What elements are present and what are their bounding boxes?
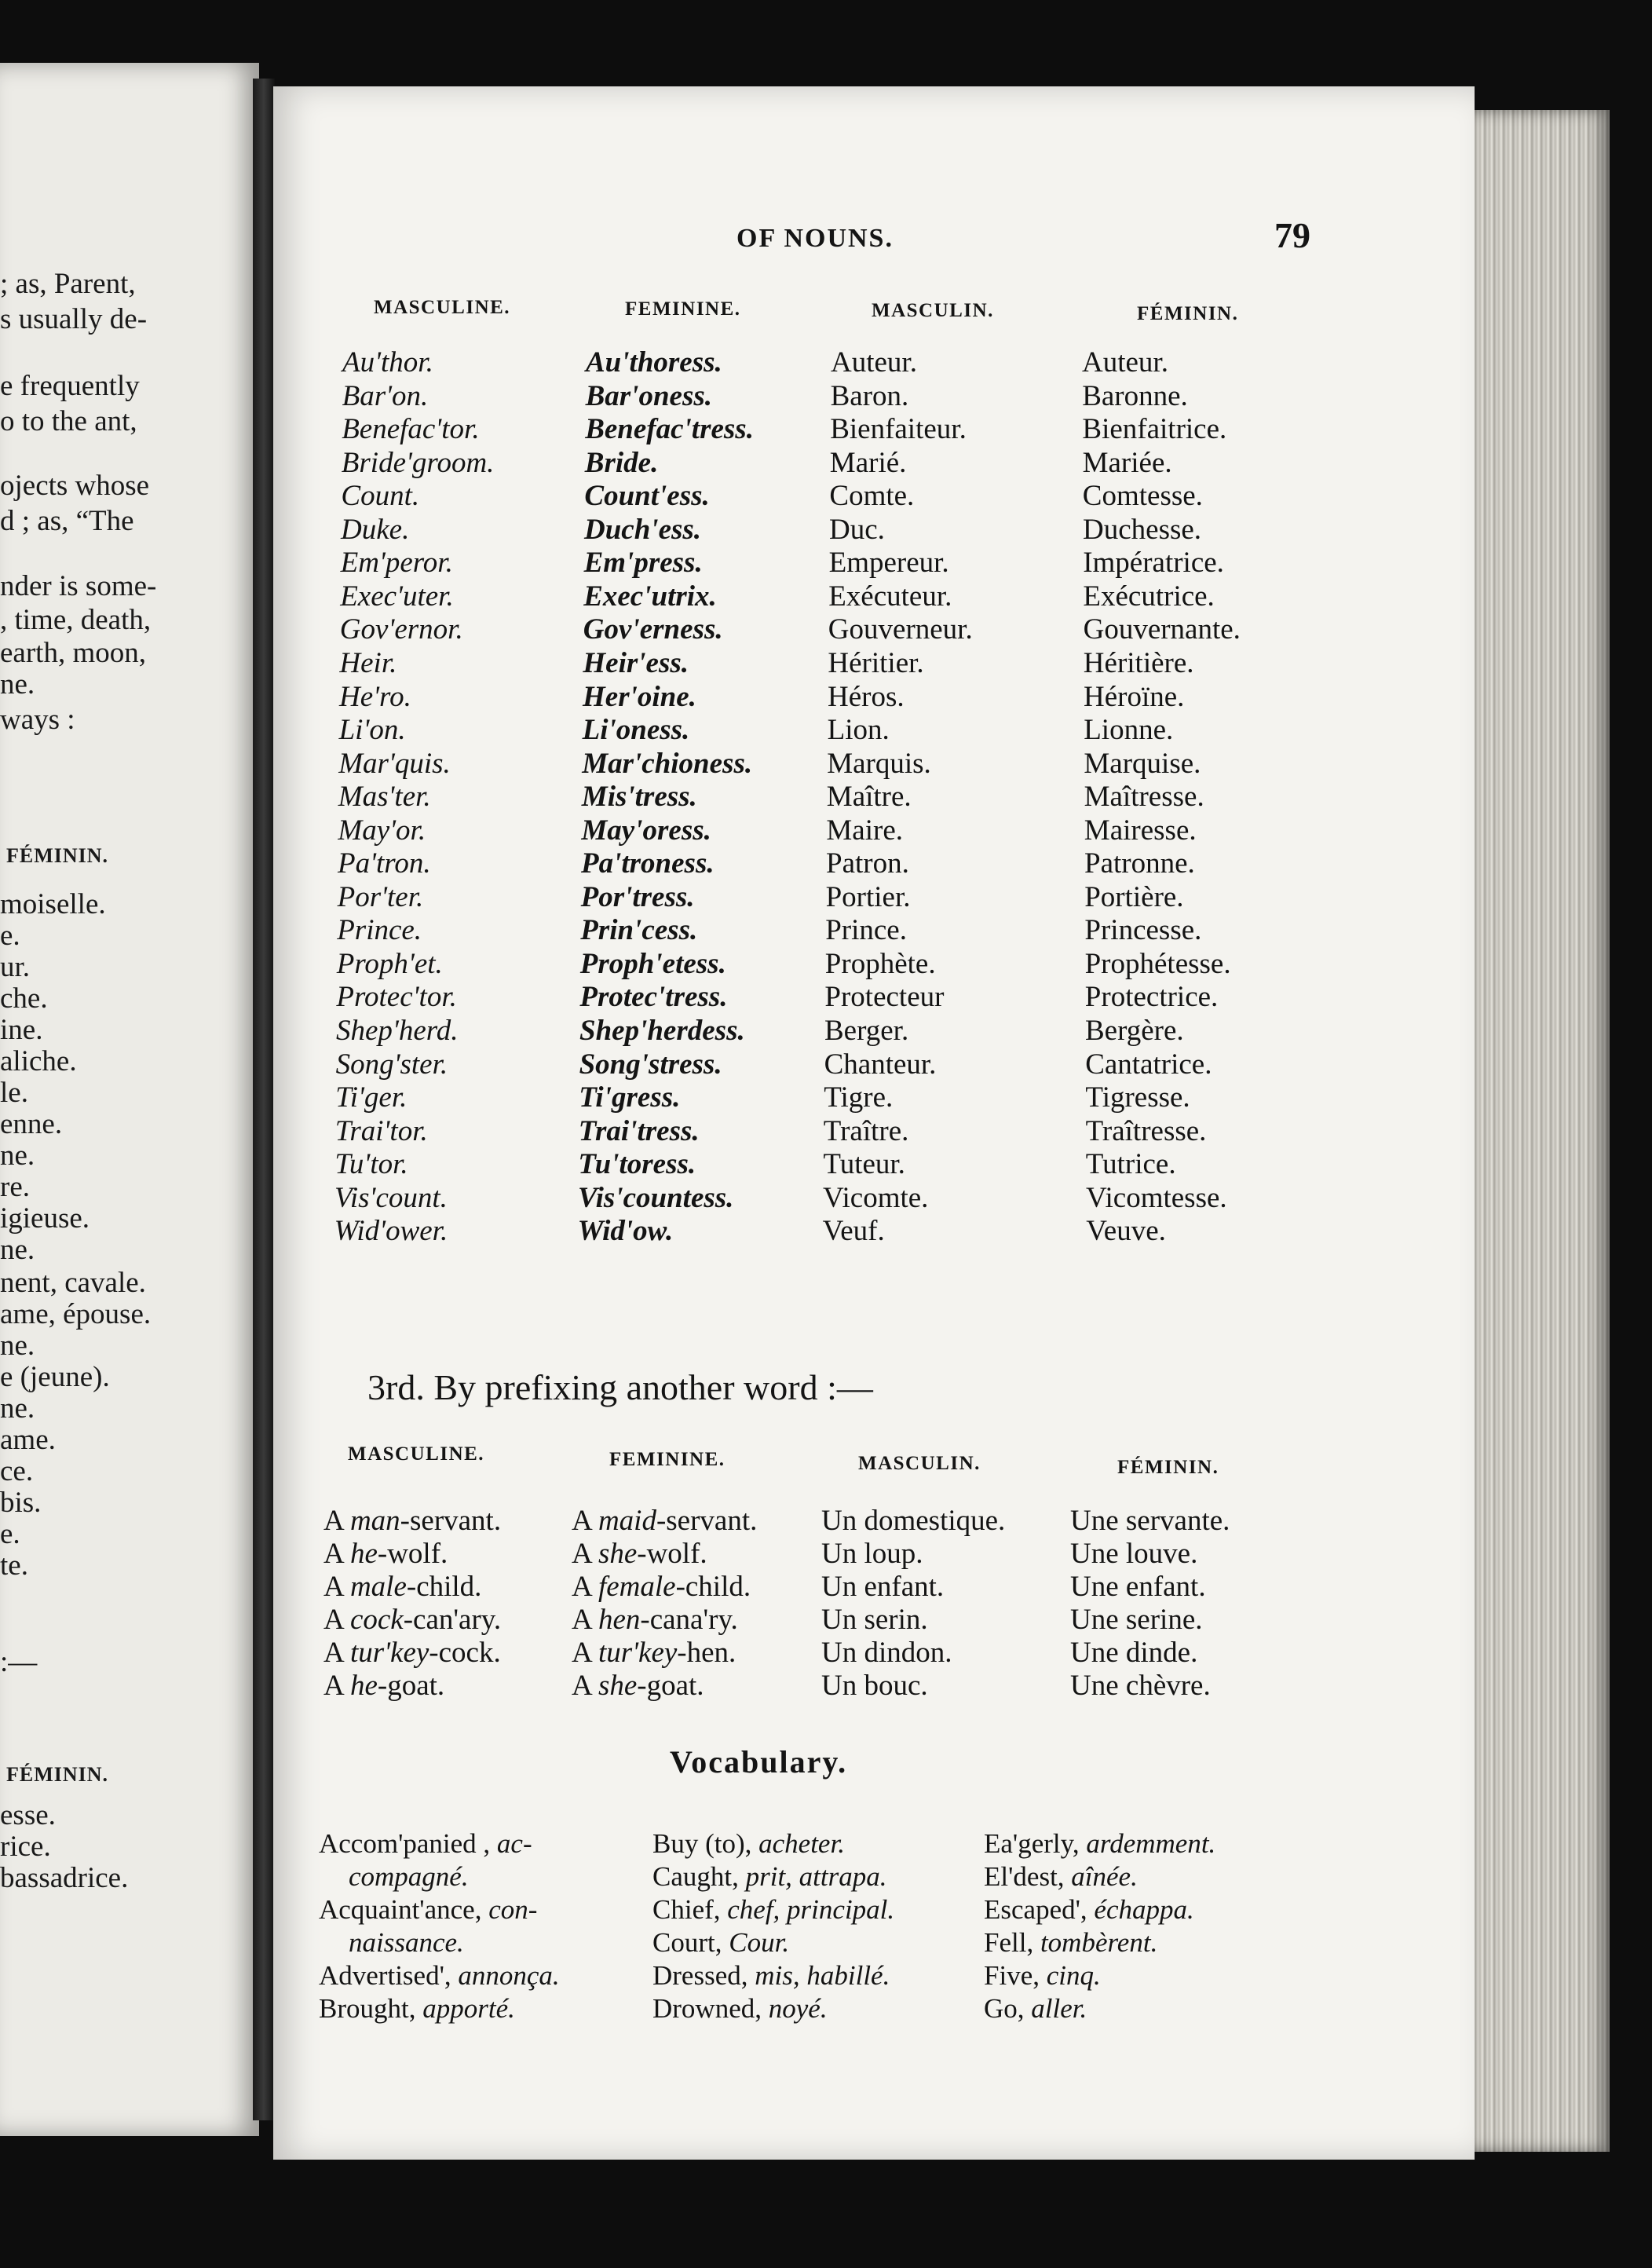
vocab-english: Accom'panied , (319, 1828, 491, 1859)
left-page-line: ame. (0, 1424, 56, 1456)
feminin-word: Portière. (1084, 880, 1184, 913)
masculine-word: Protec'tor. (336, 981, 457, 1014)
vocab-entry (984, 1828, 1215, 1860)
masculine-word: Duke. (341, 513, 410, 546)
left-page-line: ways : (0, 704, 75, 736)
masculin-phrase: Un dindon. (821, 1637, 952, 1669)
table-row (273, 1669, 1475, 1702)
left-page-line: ne. (0, 1392, 35, 1425)
feminine-prefix: hen (598, 1604, 641, 1636)
left-page (0, 63, 259, 2136)
feminin-word: Exécutrice. (1083, 580, 1215, 613)
table-row (273, 412, 1475, 445)
feminine-word: Por'tress. (580, 880, 695, 913)
vocab-french: prit, attrapa. (738, 1861, 887, 1892)
vocab-english: Acquaint'ance, (319, 1894, 482, 1925)
vocab-french: naissance. (349, 1927, 464, 1958)
feminin-word: Traîtresse. (1085, 1114, 1207, 1147)
masculine-word: Mas'ter. (338, 781, 431, 814)
masculine-word: Em'peror. (340, 547, 453, 580)
table2-header-masculin: MASCULIN. (858, 1453, 981, 1474)
feminine-prefix: tur'key (598, 1637, 678, 1669)
feminin-phrase: Une enfant. (1070, 1571, 1206, 1603)
left-page-line: ine. (0, 1014, 43, 1046)
masculin-word: Berger. (824, 1015, 909, 1047)
vocab-english: Chief, (652, 1894, 721, 1925)
feminin-word: Gouvernante. (1083, 613, 1241, 646)
feminin-word: Auteur. (1082, 346, 1168, 379)
table-row (273, 980, 1475, 1013)
feminine-prefix: she (598, 1670, 638, 1702)
left-page-line: nder is some- (0, 570, 157, 602)
masculine-prefix: male (349, 1571, 407, 1603)
vocab-entry (652, 1861, 887, 1893)
table1-header-masculine: MASCULINE. (374, 297, 511, 318)
left-page-line: bassadrice. (0, 1862, 129, 1894)
feminin-word: Maîtresse. (1084, 781, 1204, 814)
masculine-phrase: A cock-can'ary. (323, 1604, 502, 1636)
feminine-word: Her'oine. (583, 680, 696, 713)
left-page-line: , time, death, (0, 604, 152, 636)
feminin-word: Baronne. (1082, 379, 1188, 412)
table-row (273, 1214, 1475, 1247)
masculin-word: Prince. (825, 914, 907, 947)
left-page-line: e frequently (0, 370, 140, 402)
vocab-french: cinq. (1039, 1960, 1101, 1991)
left-page-line: ne. (0, 668, 35, 701)
feminine-word: Protec'tress. (579, 981, 728, 1014)
feminin-word: Mariée. (1082, 446, 1172, 479)
vocab-english: Drowned, (652, 1993, 762, 2024)
left-page-line: ame, épouse. (0, 1298, 152, 1330)
masculin-word: Chanteur. (824, 1048, 937, 1081)
masculine-word: Mar'quis. (338, 747, 451, 780)
masculin-word: Héritier. (828, 646, 924, 679)
masculine-phrase: A tur'key-cock. (323, 1637, 501, 1669)
running-head: OF NOUNS. (736, 224, 894, 253)
left-page-line: e. (0, 920, 20, 952)
masculin-phrase: Un bouc. (821, 1670, 928, 1702)
masculine-word: He'ro. (339, 680, 411, 713)
feminine-word: Mis'tress. (581, 781, 697, 814)
left-page-line: enne. (0, 1108, 63, 1140)
masculin-word: Bienfaiteur. (830, 413, 967, 446)
feminine-word: Trai'tress. (578, 1114, 700, 1147)
feminine-word: Em'press. (583, 547, 703, 580)
masculin-word: Protecteur (824, 981, 945, 1014)
table-row (273, 513, 1475, 546)
feminine-word: Bar'oness. (585, 379, 712, 412)
feminine-word: Proph'etess. (579, 947, 726, 980)
vocab-english: Court, (652, 1927, 722, 1958)
masculin-phrase: Un serin. (821, 1604, 928, 1636)
left-page-line: earth, moon, (0, 637, 146, 669)
feminine-word: Mar'chioness. (582, 747, 753, 780)
table1-header-masculin: MASCULIN. (872, 300, 994, 321)
left-page-line: ne. (0, 1234, 35, 1266)
feminine-word: Tu'toress. (578, 1148, 696, 1181)
vocab-entry (349, 1927, 464, 1959)
vocab-french: con- (481, 1894, 538, 1925)
feminin-word: Cantatrice. (1085, 1048, 1212, 1081)
masculine-word: Pa'tron. (338, 847, 431, 880)
vocab-english: Advertised', (319, 1960, 451, 1991)
left-page-line: ojects whose (0, 470, 150, 502)
feminin-word: Patronne. (1084, 847, 1195, 880)
table-row (273, 913, 1475, 946)
vocab-french: mis, habillé. (747, 1960, 890, 1991)
feminine-word: Pa'troness. (581, 847, 715, 880)
vocab-french: noyé. (762, 1993, 828, 2024)
masculine-word: Vis'count. (334, 1181, 448, 1214)
table-row (273, 1603, 1475, 1636)
masculin-word: Gouverneur. (828, 613, 973, 646)
vocab-entry (984, 1993, 1087, 2025)
masculine-phrase: A male-child. (323, 1571, 482, 1603)
vocab-french: échappa. (1087, 1894, 1194, 1925)
masculin-word: Marié. (829, 446, 907, 479)
masculine-prefix: cock (349, 1604, 404, 1636)
table-row (273, 646, 1475, 679)
left-page-line: te. (0, 1549, 28, 1582)
masculine-word: Benefac'tor. (342, 413, 480, 446)
vocab-french: annonça. (451, 1960, 560, 1991)
masculine-word: Exec'uter. (340, 580, 454, 613)
feminin-word: Prophétesse. (1084, 947, 1231, 980)
masculine-prefix: he (349, 1670, 378, 1702)
left-page-line: ne. (0, 1139, 35, 1172)
feminin-word: Bienfaitrice. (1082, 413, 1227, 446)
feminin-phrase: Une serine. (1070, 1604, 1203, 1636)
vocab-entry (319, 1894, 537, 1926)
left-page-line: ne. (0, 1330, 35, 1362)
table-row (273, 747, 1475, 780)
vocab-french: aller. (1024, 1993, 1087, 2024)
left-page-line: nent, cavale. (0, 1267, 146, 1299)
feminine-word: Prin'cess. (580, 914, 698, 947)
feminin-word: Héritière. (1083, 646, 1194, 679)
masculine-word: Count. (341, 480, 420, 513)
masculin-word: Traître. (823, 1114, 909, 1147)
masculin-word: Patron. (826, 847, 909, 880)
vocab-english: Ea'gerly, (984, 1828, 1080, 1859)
left-page-line: moiselle. (0, 888, 106, 920)
table-row (273, 446, 1475, 479)
feminine-phrase: A maid-servant. (572, 1505, 758, 1537)
table1-header-feminine: FEMININE. (625, 298, 741, 320)
masculine-phrase: A he-wolf. (323, 1538, 448, 1570)
left-page-line: d ; as, “The (0, 505, 134, 537)
masculin-word: Auteur. (831, 346, 917, 379)
left-page-line: rice. (0, 1831, 51, 1863)
table-row (273, 613, 1475, 646)
feminin-word: Vicomtesse. (1086, 1181, 1227, 1214)
table-row (273, 346, 1475, 379)
vocab-english: Five, (984, 1960, 1040, 1991)
left-page-line: FÉMININ. (6, 844, 109, 867)
feminin-word: Marquise. (1084, 747, 1201, 780)
feminine-word: Li'oness. (582, 714, 690, 747)
vocab-english: El'dest, (984, 1861, 1065, 1892)
left-page-line: igieuse. (0, 1202, 90, 1235)
feminine-word: Exec'utrix. (583, 580, 717, 613)
table-row (273, 479, 1475, 512)
table-row (273, 947, 1475, 980)
masculine-word: Tu'tor. (334, 1148, 408, 1181)
feminine-word: Gov'erness. (583, 613, 723, 646)
masculine-word: Por'ter. (337, 880, 424, 913)
masculine-word: Shep'herd. (336, 1015, 459, 1047)
masculine-word: Ti'ger. (335, 1081, 408, 1114)
vocab-entry (319, 1993, 515, 2025)
table2-header-feminine: FEMININE. (609, 1449, 725, 1470)
masculin-word: Maître. (826, 781, 912, 814)
masculine-prefix: he (349, 1538, 378, 1570)
left-page-line: bis. (0, 1487, 42, 1519)
table2-header-masculine: MASCULINE. (348, 1443, 485, 1465)
vocab-entry (984, 1927, 1157, 1959)
vocab-french: ac- (490, 1828, 532, 1859)
table-row (273, 1537, 1475, 1570)
left-page-line: o to the ant, (0, 405, 137, 437)
masculine-word: Trai'tor. (334, 1114, 428, 1147)
vocab-entry (984, 1960, 1101, 1992)
vocab-entry (652, 1828, 845, 1860)
vocab-french: Cour. (722, 1927, 790, 1958)
masculine-word: Bride'groom. (341, 446, 495, 479)
vocab-french: aînée. (1064, 1861, 1138, 1892)
table-row (273, 880, 1475, 913)
feminin-word: Protectrice. (1084, 981, 1219, 1014)
feminin-phrase: Une chèvre. (1070, 1670, 1211, 1702)
vocab-entry (319, 1960, 560, 1992)
feminine-word: Duch'ess. (584, 513, 702, 546)
masculin-word: Empereur. (828, 547, 949, 580)
masculin-word: Veuf. (822, 1215, 885, 1248)
feminine-word: Wid'ow. (577, 1215, 674, 1248)
table-row (273, 580, 1475, 613)
feminin-word: Princesse. (1084, 914, 1202, 947)
vocab-english: Dressed, (652, 1960, 748, 1991)
masculine-word: Bar'on. (342, 379, 429, 412)
vocab-entry (652, 1960, 890, 1992)
feminine-word: Au'thoress. (586, 346, 722, 379)
vocab-french: compagné. (349, 1861, 469, 1892)
vocab-english: Escaped', (984, 1894, 1087, 1925)
table-row (273, 379, 1475, 412)
table-row (273, 1570, 1475, 1603)
vocab-entry (652, 1993, 828, 2025)
masculine-word: Li'on. (338, 714, 406, 747)
masculin-phrase: Un enfant. (821, 1571, 945, 1603)
vocab-english: Brought, (319, 1993, 416, 2024)
feminine-word: Bride. (584, 446, 659, 479)
masculin-word: Exécuteur. (828, 580, 952, 613)
section3-title: 3rd. By prefixing another word :— (367, 1367, 873, 1407)
table-row (273, 1504, 1475, 1537)
feminin-word: Héroïne. (1084, 680, 1185, 713)
table1-header-feminin: FÉMININ. (1137, 303, 1239, 324)
feminine-prefix: she (598, 1538, 638, 1570)
table-row (273, 1114, 1475, 1147)
feminine-word: Vis'countess. (578, 1181, 734, 1214)
vocabulary-title: Vocabulary. (670, 1744, 848, 1780)
table-row (273, 1636, 1475, 1669)
feminin-word: Impératrice. (1083, 547, 1224, 580)
left-page-line: aliche. (0, 1045, 77, 1077)
masculin-word: Tigre. (824, 1081, 894, 1114)
feminine-prefix: maid (598, 1505, 656, 1537)
feminine-phrase: A female-child. (572, 1571, 751, 1603)
left-page-line: ce. (0, 1455, 34, 1487)
table2-header-feminin: FÉMININ. (1117, 1457, 1219, 1478)
book-gutter (253, 79, 275, 2120)
feminin-phrase: Une dinde. (1070, 1637, 1198, 1669)
left-page-line: e. (0, 1518, 20, 1550)
feminin-word: Tutrice. (1085, 1148, 1176, 1181)
feminine-word: Benefac'tress. (585, 413, 754, 446)
table-row (273, 1147, 1475, 1180)
vocab-french: ardemment. (1079, 1828, 1216, 1859)
feminine-word: Heir'ess. (583, 646, 689, 679)
page-edges (1468, 110, 1610, 2152)
feminin-word: Mairesse. (1084, 814, 1197, 847)
left-page-line: FÉMININ. (6, 1763, 109, 1786)
masculin-word: Prophète. (824, 947, 936, 980)
feminine-word: May'oress. (581, 814, 711, 847)
table-row (273, 1181, 1475, 1214)
masculine-phrase: A man-servant. (323, 1505, 502, 1537)
left-page-line: le. (0, 1077, 28, 1109)
masculin-word: Tuteur. (823, 1148, 905, 1181)
masculine-word: Prince. (337, 914, 422, 947)
left-page-line: s usually de- (0, 303, 148, 335)
table-row (273, 1014, 1475, 1047)
masculine-word: Gov'ernor. (339, 613, 463, 646)
vocab-entry (349, 1861, 469, 1893)
right-page (273, 86, 1475, 2160)
left-page-line: ; as, Parent, (0, 268, 136, 300)
feminine-phrase: A tur'key-hen. (572, 1637, 736, 1669)
feminin-phrase: Une louve. (1070, 1538, 1198, 1570)
table-row (273, 847, 1475, 880)
vocab-entry (319, 1828, 532, 1860)
feminine-phrase: A she-goat. (572, 1670, 704, 1702)
table-row (273, 1081, 1475, 1114)
masculin-phrase: Un domestique. (821, 1505, 1006, 1537)
vocab-french: tombèrent. (1033, 1927, 1158, 1958)
table-row (273, 780, 1475, 813)
feminin-word: Lionne. (1084, 714, 1174, 747)
table-row (273, 1048, 1475, 1081)
vocab-french: apporté. (415, 1993, 515, 2024)
page-number: 79 (1274, 215, 1310, 255)
vocab-entry (652, 1894, 894, 1926)
vocab-french: acheter. (751, 1828, 845, 1859)
table-row (273, 713, 1475, 746)
masculine-word: May'or. (338, 814, 426, 847)
vocab-entry (984, 1894, 1194, 1926)
feminin-word: Veuve. (1086, 1215, 1166, 1248)
vocab-english: Fell, (984, 1927, 1034, 1958)
vocab-english: Caught, (652, 1861, 739, 1892)
masculin-word: Maire. (826, 814, 903, 847)
feminin-phrase: Une servante. (1070, 1505, 1230, 1537)
left-page-line: esse. (0, 1799, 56, 1831)
masculin-word: Comte. (829, 480, 915, 513)
masculine-prefix: man (349, 1505, 400, 1537)
masculine-prefix: tur'key (349, 1637, 429, 1669)
masculin-word: Vicomte. (823, 1181, 929, 1214)
masculin-word: Lion. (827, 714, 890, 747)
masculin-word: Héros. (828, 680, 905, 713)
feminin-word: Bergère. (1085, 1015, 1184, 1047)
feminine-prefix: female (598, 1571, 676, 1603)
left-page-line: e (jeune). (0, 1361, 110, 1393)
vocab-english: Go, (984, 1993, 1025, 2024)
vocab-english: Buy (to), (652, 1828, 752, 1859)
feminin-word: Duchesse. (1083, 513, 1202, 546)
masculin-word: Baron. (830, 379, 909, 412)
table-row (273, 546, 1475, 579)
masculine-word: Proph'et. (336, 947, 443, 980)
feminine-phrase: A hen-cana'ry. (572, 1604, 738, 1636)
left-page-line: re. (0, 1171, 30, 1203)
masculin-word: Portier. (825, 880, 911, 913)
feminin-word: Comtesse. (1082, 480, 1203, 513)
vocab-french: chef, principal. (720, 1894, 895, 1925)
masculin-word: Marquis. (827, 747, 931, 780)
masculine-word: Song'ster. (335, 1048, 448, 1081)
feminin-word: Tigresse. (1085, 1081, 1190, 1114)
masculine-word: Heir. (339, 646, 397, 679)
masculine-word: Wid'ower. (334, 1215, 448, 1248)
feminine-word: Ti'gress. (579, 1081, 681, 1114)
table-row (273, 680, 1475, 713)
masculine-word: Au'thor. (342, 346, 433, 379)
feminine-word: Count'ess. (584, 480, 710, 513)
feminine-word: Shep'herdess. (579, 1015, 745, 1047)
vocab-entry (984, 1861, 1138, 1893)
masculin-phrase: Un loup. (821, 1538, 923, 1570)
left-page-line: che. (0, 982, 48, 1015)
left-page-line: ur. (0, 951, 31, 983)
left-page-line: :— (0, 1646, 38, 1678)
table-row (273, 814, 1475, 847)
masculine-phrase: A he-goat. (323, 1670, 445, 1702)
vocab-entry (652, 1927, 789, 1959)
feminine-word: Song'stress. (579, 1048, 722, 1081)
masculin-word: Duc. (829, 513, 885, 546)
feminine-phrase: A she-wolf. (572, 1538, 707, 1570)
